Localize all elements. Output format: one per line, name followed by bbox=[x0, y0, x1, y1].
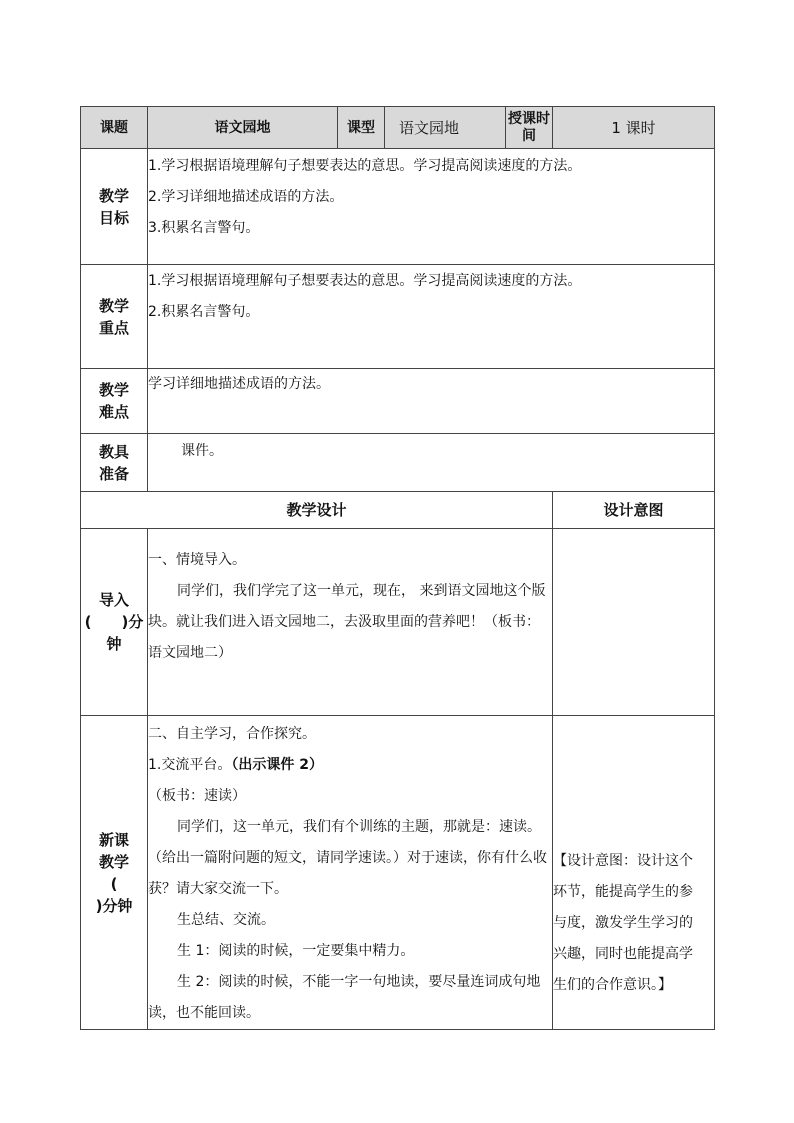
type-value: 语文园地 bbox=[385, 107, 506, 149]
objective-item: 3.积累名言警句。 bbox=[148, 220, 260, 236]
keypoint-item: 1.学习根据语境理解句子想要表达的意思。学习提高阅读速度的方法。 bbox=[148, 273, 582, 289]
intro-heading: 一、情境导入。 bbox=[148, 552, 246, 568]
intro-intent bbox=[553, 529, 715, 716]
intent-line: 生们的合作意识。】 bbox=[553, 977, 672, 993]
objectives-row bbox=[81, 149, 715, 265]
type-label: 课型 bbox=[338, 107, 385, 149]
topic-value: 语文园地 bbox=[148, 107, 338, 149]
new-lesson-content bbox=[148, 716, 553, 1030]
objective-item: 1.学习根据语境理解句子想要表达的意思。学习提高阅读速度的方法。 bbox=[148, 158, 582, 174]
objectives-label: 教学目标 bbox=[81, 149, 148, 265]
intro-body: 同学们，我们学完了这一单元，现在， 来到语文园地这个版块。就让我们进入语文园地二，去汲取里面的营养吧！（板书：语文园地二） bbox=[148, 583, 546, 661]
keypoint-item: 2.积累名言警句。 bbox=[148, 304, 260, 320]
lesson-paragraph: 生 2：阅读的时候，不能一字一句地读，要尽量连词成句地读，也不能回读。 bbox=[148, 974, 541, 1021]
new-lesson-row bbox=[81, 716, 715, 1030]
keypoints-row bbox=[81, 265, 715, 369]
lesson-paragraph: 同学们，这一单元，我们有个训练的主题，那就是：速读。（给出一篇附问题的短文，请同学速读。）对于速读，你有什么收获？请大家交流一下。 bbox=[148, 819, 547, 897]
design-header-row bbox=[81, 492, 715, 529]
intent-line: 环节，能提高学生的参 bbox=[553, 884, 693, 900]
board-note: （板书：速读） bbox=[148, 788, 246, 804]
intro-row bbox=[81, 529, 715, 716]
difficulty-label: 教学难点 bbox=[81, 369, 148, 434]
keypoints-label: 教学重点 bbox=[81, 265, 148, 369]
time-label: 授课时间 bbox=[506, 107, 553, 149]
objectives-content bbox=[148, 149, 715, 265]
intent-line: 与度，激发学生学习的 bbox=[553, 915, 693, 931]
intro-content bbox=[148, 529, 553, 716]
lesson-paragraph: 生 1：阅读的时候，一定要集中精力。 bbox=[177, 943, 415, 959]
tools-row bbox=[81, 434, 715, 492]
keypoints-content bbox=[148, 265, 715, 369]
intent-column-title: 设计意图 bbox=[553, 492, 715, 529]
difficulty-content: 学习详细地描述成语的方法。 bbox=[148, 369, 715, 434]
new-lesson-intent bbox=[553, 716, 715, 1030]
intro-label: 导入 ( )分 钟 bbox=[81, 529, 148, 716]
intent-line: 【设计意图：设计这个 bbox=[553, 853, 693, 869]
difficulty-row bbox=[81, 369, 715, 434]
exchange-platform: 1.交流平台。（出示课件 2） bbox=[148, 757, 323, 773]
design-column-title: 教学设计 bbox=[81, 492, 553, 529]
header-row bbox=[81, 107, 715, 149]
tools-content: 课件。 bbox=[148, 434, 715, 492]
tools-label: 教具准备 bbox=[81, 434, 148, 492]
lesson-plan-table bbox=[80, 106, 715, 1030]
new-lesson-label: 新课 教学 ( )分钟 bbox=[81, 716, 148, 1030]
new-lesson-heading: 二、自主学习，合作探究。 bbox=[148, 726, 316, 742]
lesson-paragraph: 生总结、交流。 bbox=[177, 912, 275, 928]
objective-item: 2.学习详细地描述成语的方法。 bbox=[148, 189, 344, 205]
time-value: 1 课时 bbox=[553, 107, 715, 149]
topic-label: 课题 bbox=[81, 107, 148, 149]
intent-line: 兴趣，同时也能提高学 bbox=[553, 946, 693, 962]
